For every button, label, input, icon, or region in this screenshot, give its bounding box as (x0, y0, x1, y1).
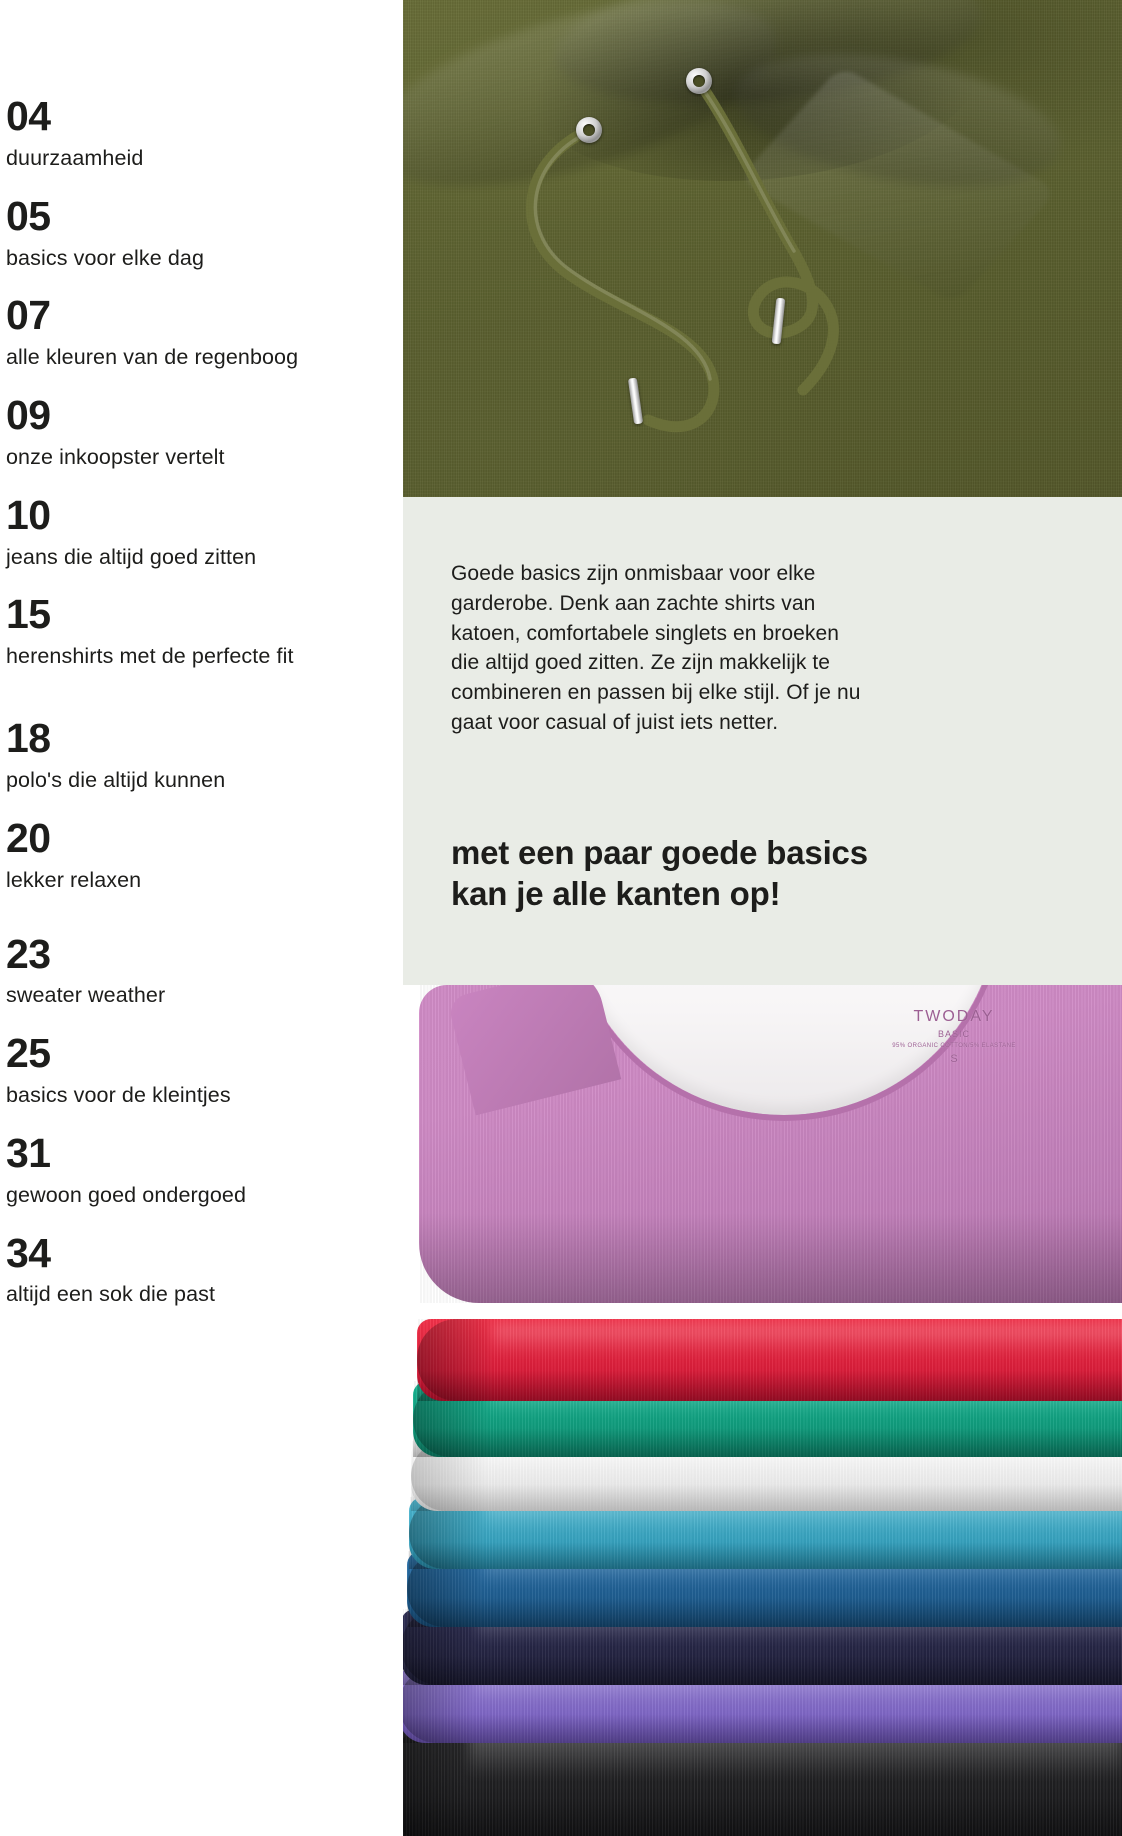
toc-entry-label: sweater weather (6, 983, 166, 1008)
table-of-contents (0, 0, 403, 1836)
label-care-text: 95% ORGANIC COTTON/5% ELASTANE (892, 1043, 1016, 1050)
toc-entry[interactable] (6, 1030, 391, 1109)
intro-panel (403, 497, 1122, 989)
right-column (403, 0, 1122, 1836)
label-size: S (950, 1052, 958, 1065)
toc-entry-label: basics voor de kleintjes (6, 1083, 231, 1107)
toc-entry-label: onze inkoopster vertelt (6, 444, 225, 469)
toc-entry[interactable] (6, 491, 391, 571)
toc-entry-label: lekker relaxen (6, 867, 142, 892)
toc-entry[interactable] (6, 814, 391, 894)
intro-headline: met een paar goede basics kan je alle kanten op! (451, 834, 868, 913)
toc-page-number: 34 (6, 1229, 51, 1276)
toc-entry-label: gewoon goed ondergoed (6, 1182, 247, 1207)
toc-page-number: 05 (6, 192, 51, 239)
toc-entry-label: duurzaamheid (6, 145, 144, 170)
toc-entry[interactable] (6, 591, 391, 670)
toc-page-number: 23 (6, 930, 51, 977)
toc-page-number: 09 (6, 392, 51, 439)
toc-entry-label: herenshirts met de perfecte fit (6, 644, 294, 669)
eyelet-icon (576, 117, 602, 143)
toc-page-number: 07 (6, 292, 51, 339)
label-sub: BASIC (937, 1029, 970, 1039)
eyelet-icon (686, 68, 712, 94)
hoodie-photo (403, 0, 1122, 497)
toc-page-number: 20 (6, 814, 51, 861)
toc-page-number: 04 (6, 93, 51, 139)
intro-body-copy: Goede basics zijn onmisbaar voor elke garderobe. Denk aan zachte shirts van katoen, comfortabele singlets en broeken die altijd goed zitten. Ze zijn makkelijk te combineren en passen bij elke stijl. Of je nu gaat voor casual of juist iets netter. (451, 562, 861, 735)
toc-entry[interactable] (6, 192, 391, 272)
toc-entry[interactable] (6, 1229, 391, 1309)
garment-care-label (859, 1007, 1049, 1067)
toc-entry-label: polo's die altijd kunnen (6, 767, 226, 792)
toc-entry-label: altijd een sok die past (6, 1282, 216, 1307)
toc-entry[interactable] (6, 93, 391, 172)
toc-page-number: 10 (6, 491, 51, 538)
toc-entry[interactable] (6, 292, 391, 371)
label-brand: TWODAY (913, 1008, 995, 1025)
toc-entry[interactable] (6, 930, 391, 1010)
toc-page-number: 25 (6, 1030, 51, 1077)
toc-entry-label: jeans die altijd goed zitten (6, 544, 257, 569)
toc-page-number: 15 (6, 591, 51, 638)
toc-page-number: 18 (6, 715, 51, 762)
tank-bottom-shadow (419, 1213, 1122, 1303)
toc-entry-label: basics voor elke dag (6, 245, 204, 270)
toc-entry[interactable] (6, 715, 391, 794)
stack-layer-red (417, 1319, 1122, 1401)
toc-entry[interactable] (6, 1129, 391, 1209)
tank-top-stack-photo (403, 985, 1122, 1836)
toc-page-number: 31 (6, 1129, 51, 1176)
drawstring-cords (403, 0, 1122, 497)
top-tank-orchid (419, 985, 1122, 1303)
toc-entry-label: alle kleuren van de regenboog (6, 345, 299, 370)
toc-entry[interactable] (6, 392, 391, 471)
